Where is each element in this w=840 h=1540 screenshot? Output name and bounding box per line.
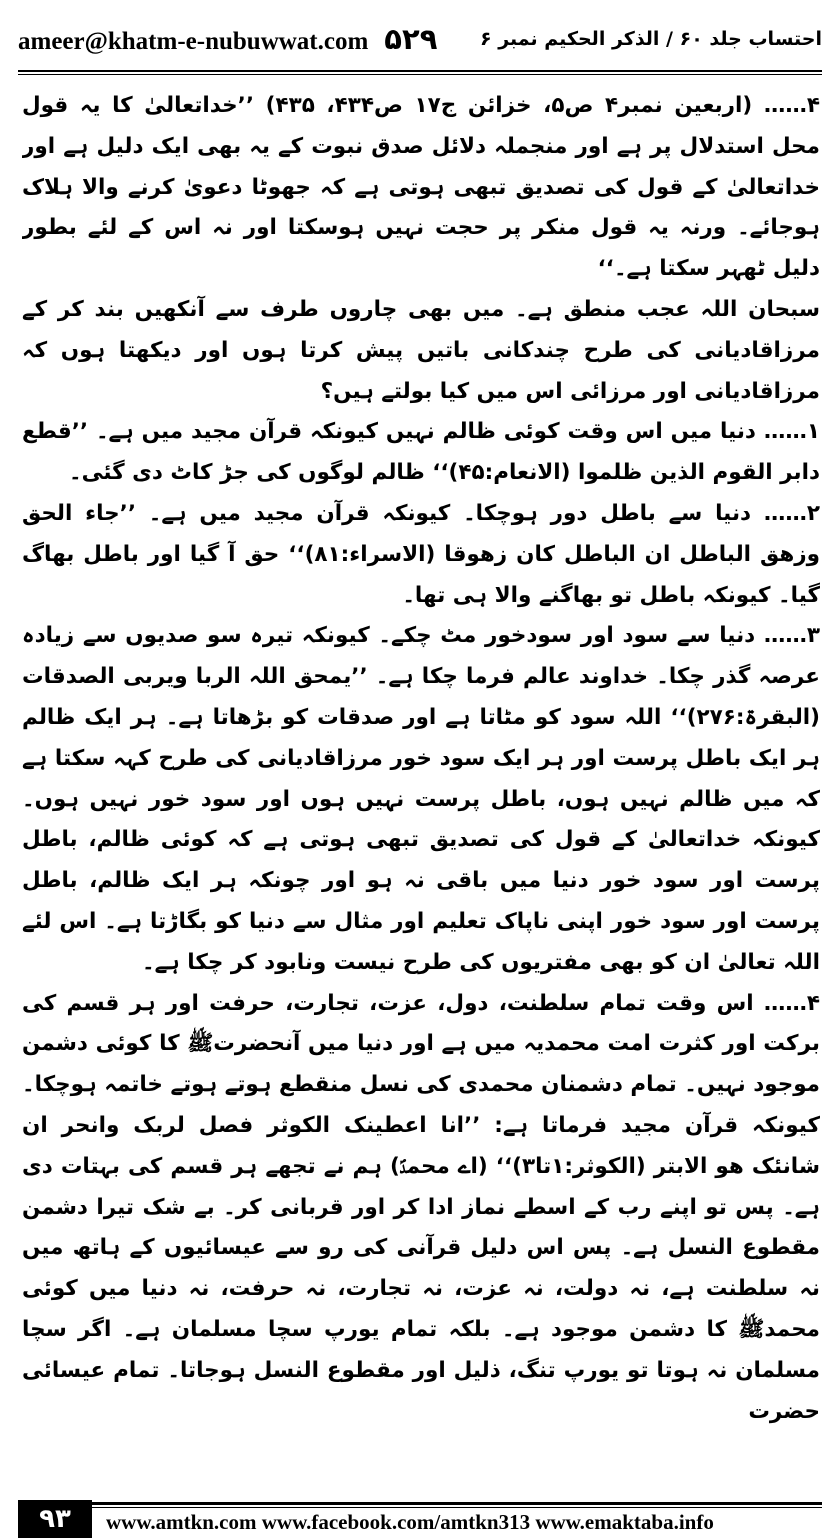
page-footer — [18, 1500, 822, 1540]
paragraph-text: اس وقت تمام سلطنت، دول، عزت، تجارت، حرفت اور ہر قسم کی برکت اور کثرت امت محمدیہ میں ہے اور دنیا میں آنحضرتﷺ کا کوئی دشمن موجود نہیں۔ تمام دشمنان محمدی کی نسل منقطع ہوتے ہوتے خاتمہ ہوچکا۔ کیونکہ قرآن مجید فرماتا ہے: ’’انا اعطینک الکوثر فصل لربک وانحر ان شانئک ھو الابتر (الکوثر:۱تا۳)‘‘ (اے محمدؐ) ہم نے تجھے ہر قسم کی بہتات دی ہے۔ پس تو اپنے رب کے اسطے نماز ادا کر اور قربانی کر۔ بے شک تیرا دشمن مقطوع النسل ہے۔ پس اس دلیل قرآنی کی رو سے عیسائیوں کے ہاتھ میں نہ سلطنت ہے، نہ دولت، نہ عزت، نہ تجارت، نہ حرفت، نہ دنیا میں کوئی محمدﷺ کا دشمن موجود ہے۔ بلکہ تمام یورپ سچا مسلمان ہے۔ اگر سچا مسلمان نہ ہوتا تو یورپ تنگ، ذلیل اور مقطوع النسل ہوجاتا۔ تمام عیسائی حضرت — [22, 990, 820, 1424]
paragraph-number: ۳…… — [755, 623, 820, 649]
paragraph-number: ۲…… — [751, 500, 820, 526]
paragraph — [22, 412, 820, 494]
page-header — [18, 10, 822, 68]
footer-page-number: ۹۳ — [18, 1500, 92, 1538]
paragraph — [22, 616, 820, 983]
header-email[interactable]: ameer@khatm-e-nubuwwat.com — [18, 28, 369, 55]
footer-urls[interactable]: www.amtkn.com www.facebook.com/amtkn313 www.emaktaba.info — [106, 1510, 714, 1534]
paragraph-text: دنیا سے باطل دور ہوچکا۔ کیونکہ قرآن مجید میں ہے۔ ’’جاء الحق وزھق الباطل ان الباطل کان زھوقا (الاسراء:۸۱)‘‘ حق آ گیا اور باطل بھاگ گیا۔ کیونکہ باطل تو بھاگنے والا ہی تھا۔ — [22, 500, 820, 608]
footer-rule-thin — [92, 1507, 822, 1508]
running-title: احتساب جلد ۶۰ / الذکر الحکیم نمبر ۶ — [480, 28, 822, 50]
paragraph — [22, 290, 820, 412]
paragraph — [22, 494, 820, 616]
paragraph-number: ۴…… — [752, 93, 820, 118]
footer-rule — [92, 1502, 822, 1505]
header-rule — [18, 70, 822, 72]
paragraph — [22, 86, 820, 290]
paragraph-text: سبحان اللہ عجب منطق ہے۔ میں بھی چاروں طرف سے آنکھیں بند کر کے مرزاقادیانی کی طرح چندکانی باتیں پیش کرتا ہوں اور دیکھتا ہوں کہ مرزاقادیانی اور مرزائی اس میں کیا بولتے ہیں؟ — [22, 296, 820, 404]
paragraph-number: ۴…… — [753, 990, 820, 1016]
header-left — [18, 22, 437, 56]
paragraph-text: دنیا میں اس وقت کوئی ظالم نہیں کیونکہ قرآن مجید میں ہے۔ ’’قطع دابر القوم الذین ظلموا (الانعام:۴۵)‘‘ ظالم لوگوں کی جڑ کاٹ دی گئی۔ — [22, 419, 820, 486]
paragraph-text: دنیا سے سود اور سودخور مٹ چکے۔ کیونکہ تیرہ سو صدیوں سے زیادہ عرصہ گذر چکا۔ خداوند عالم فرما چکا ہے۔ ’’یمحق اللہ الربا ویربی الصدقات (البقرۃ:۲۷۶)‘‘ اللہ سود کو مٹاتا ہے اور صدقات کو بڑھاتا ہے۔ ہر ایک ظالم ہر ایک باطل پرست اور ہر ایک سود خور مرزاقادیانی کی طرح کہہ سکتا ہے کہ میں ظالم نہیں ہوں، باطل پرست نہیں ہوں اور سود خور نہیں ہوں۔ کیونکہ خداتعالیٰ کے قول کی تصدیق تبھی ہوتی ہے کہ کوئی ظالم، باطل پرست اور سود خور دنیا میں باقی نہ ہو اور چونکہ ہر ایک ظالم، باطل پرست اور سود خور اپنی ناپاک تعلیم اور مثال سے دنیا کو بگاڑتا ہے۔ اس لئے اللہ تعالیٰ ان کو بھی مفتریوں کی طرح نیست ونابود کر چکا ہے۔ — [22, 623, 820, 975]
paragraph-text: (اربعین نمبر۴ ص۵، خزائن ج۱۷ ص۴۳۴، ۴۳۵) ’’خداتعالیٰ کا یہ قول محل استدلال پر ہے اور منجملہ دلائل صدق نبوت کے یہ بھی ایک دلیل ہے اور خداتعالیٰ کے قول کی تصدیق تبھی ہوتی ہے کہ جھوٹا دعویٰ کرنے والا ہلاک ہوجائے۔ ورنہ یہ قول منکر پر حجت نہیں ہوسکتا اور نہ اس کے لئے بطور دلیل ٹھہر سکتا ہے۔‘‘ — [22, 93, 820, 282]
paragraph-number: ۱…… — [755, 419, 820, 445]
header-rule-thin — [18, 74, 822, 75]
body-text — [22, 86, 820, 1488]
header-page-number: ۵۲۹ — [384, 22, 438, 56]
paragraph — [22, 984, 820, 1433]
